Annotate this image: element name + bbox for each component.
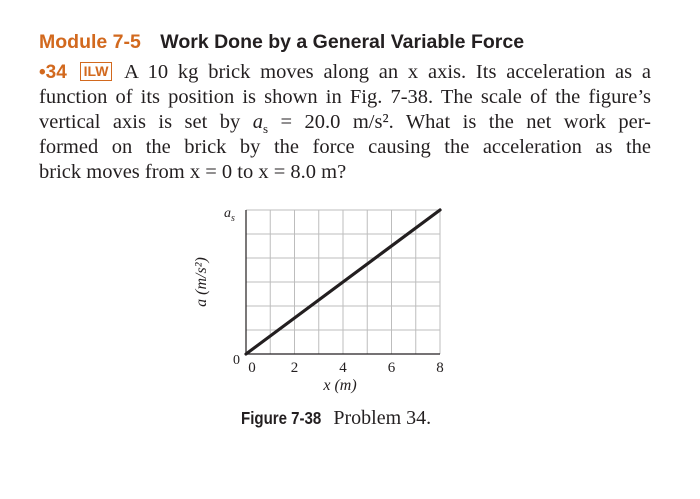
module-title: Work Done by a General Variable Force	[160, 31, 525, 53]
x-tick-label: 0	[248, 360, 256, 376]
figure-caption-text: Problem 34.	[333, 407, 432, 429]
problem-number: •34	[39, 62, 67, 83]
problem-text-1: A 10 kg brick moves along an x axis. Its acceleration as a	[124, 61, 651, 83]
x-tick-label: 2	[290, 360, 299, 376]
y-origin-label: 0	[233, 353, 240, 368]
figure-caption	[241, 407, 431, 430]
problem-line-4: formed on the brick by the force causing the acceleration as the	[39, 136, 651, 158]
y-axis-label: a (m/s²)	[193, 257, 210, 307]
problem-line-5: brick moves from x = 0 to x = 8.0 m?	[39, 161, 347, 183]
module-number: Module 7-5	[39, 31, 141, 53]
y-scale-subscript: s	[231, 213, 235, 224]
ilw-badge: ILW	[80, 62, 113, 81]
figure-label: Figure 7-38	[241, 408, 322, 428]
x-tick-label: 6	[387, 360, 396, 376]
y-scale-label-as: $a_s$	[224, 206, 235, 224]
x-tick-label: 4	[339, 360, 347, 376]
problem-line-2: function of its position is shown in Fig. 7-38. The scale of the figure’s	[39, 86, 651, 108]
problem-line-3: vertical axis is set by $a_s = 20.0$ m/s². What is the net work per-	[39, 111, 651, 137]
x-tick-label: 8	[436, 360, 444, 376]
x-axis-label: x (m)	[323, 377, 357, 394]
